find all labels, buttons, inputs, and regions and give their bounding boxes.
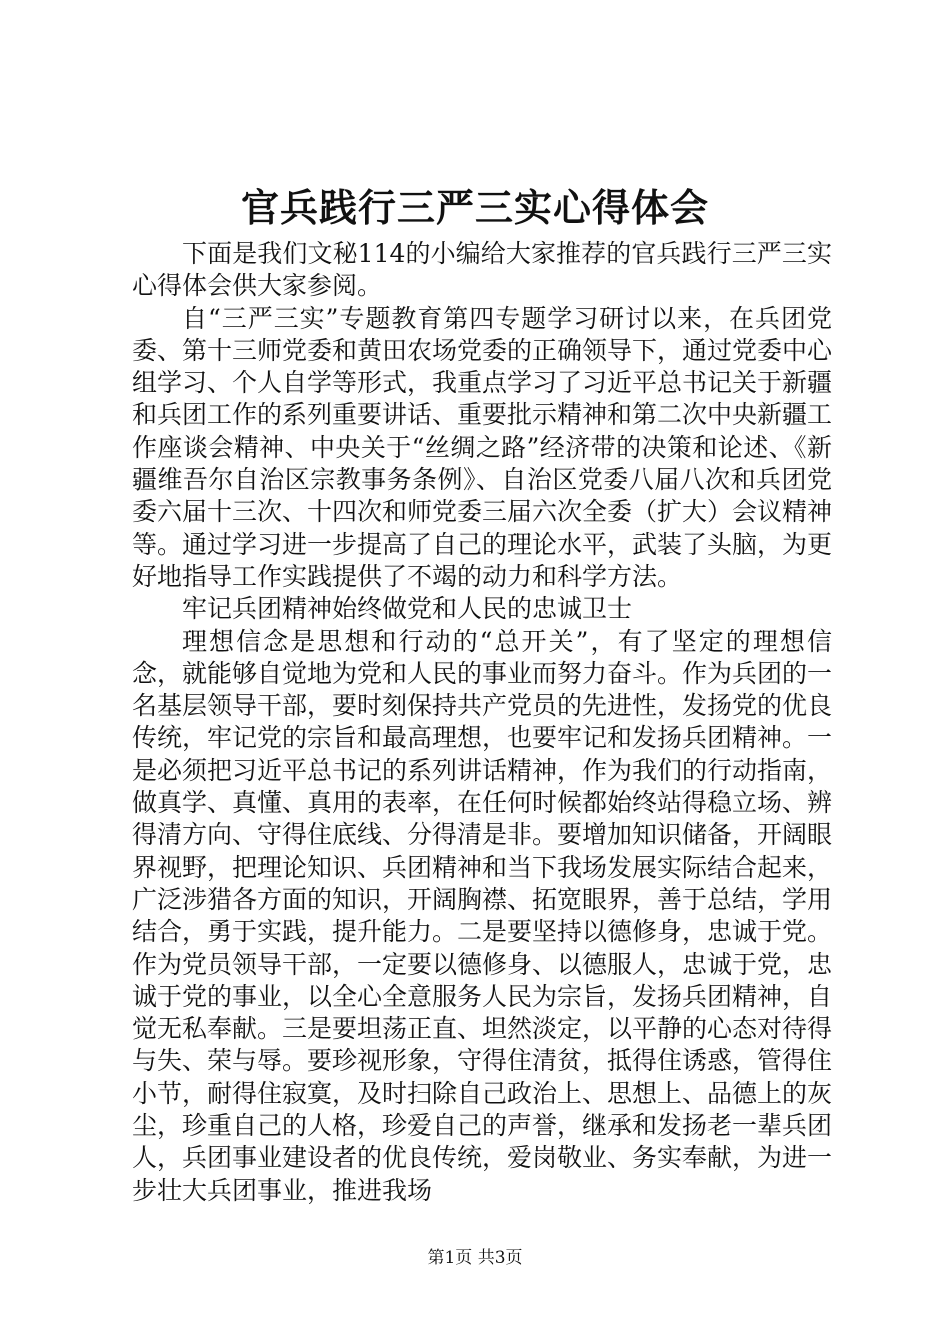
document-title: 官兵践行三严三实心得体会 [240, 185, 709, 230]
ideals-paragraph: 理想信念是思想和行动的“总开关”，有了坚定的理想信念，就能够自觉地为党和人民的事业而努力奋斗。作为兵团的一名基层领导干部，要时刻保持共产党员的先进性，发扬党的优良传统，牢记党的宗旨和最高理想，也要牢记和发扬兵团精神。一是必须把习近平总书记的系列讲话精神，作为我们的行动指南，做真学、真懂、真用的表率，在任何时候都始终站得稳立场、辨得清方向、守得住底线、分得清是非。要增加知识储备，开阔眼界视野，把理论知识、兵团精神和当下我场发展实际结合起来，广泛涉猎各方面的知识，开阔胸襟、拓宽眼界，善于总结，学用结合，勇于实践，提升能力。二是要坚持以德修身，忠诚于党。作为党员领导干部，一定要以德修身、以德服人，忠诚于党，忠诚于党的事业，以全心全意服务人民为宗旨，发扬兵团精神，自觉无私奉献。三是要坦荡正直、坦然淡定，以平静的心态对待得与失、荣与辱。要珍视形象，守得住清贫，抵得住诱惑，管得住小节，耐得住寂寞，及时扫除自己政治上、思想上、品德上的灰尘，珍重自己的人格，珍爱自己的声誉，继承和发扬老一辈兵团人，兵团事业建设者的优良传统，爱岗敬业、务实奉献，为进一步壮大兵团事业，推进我场 [132, 626, 833, 1205]
study-summary-paragraph: 自“三严三实”专题教育第四专题学习研讨以来，在兵团党委、第十三师党委和黄田农场党委的正确领导下，通过党委中心组学习、个人自学等形式，我重点学习了习近平总书记关于新疆和兵团工作的系列重要讲话、重要批示精神和第二次中央新疆工作座谈会精神、中央关于“丝绸之路”经济带的决策和论述、《新疆维吾尔自治区宗教事务条例》、自治区党委八届八次和兵团党委六届十三次、十四次和师党委三届六次全委（扩大）会议精神等。通过学习进一步提高了自己的理论水平，武装了头脑，为更好地指导工作实践提供了不竭的动力和科学方法。 [132, 303, 833, 591]
intro-paragraph: 下面是我们文秘114的小编给大家推荐的官兵践行三严三实心得体会供大家参阅。 [132, 239, 832, 301]
section-heading: 牢记兵团精神始终做党和人民的忠诚卫士 [182, 594, 633, 624]
document-body [132, 238, 832, 1207]
page-number-footer: 第1页 共3页 [427, 1248, 523, 1268]
